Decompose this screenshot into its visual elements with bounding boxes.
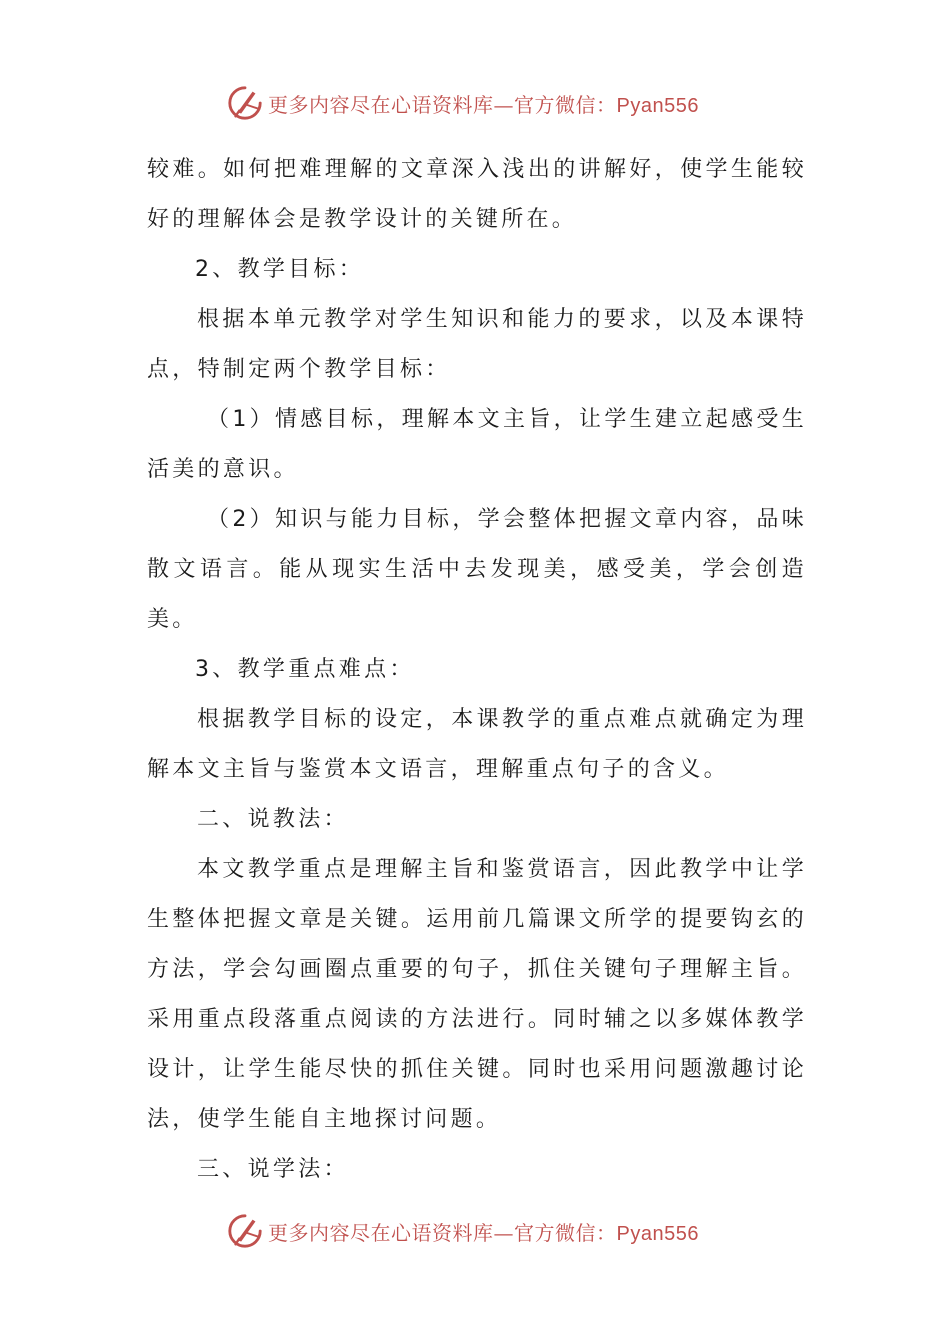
header-wechat-id: Pyan556 [616,94,699,117]
header-banner [226,83,699,123]
section-heading: 二、说教法： [197,807,349,832]
section-heading: 2、教学目标： [195,257,365,282]
paragraph: 根据本单元教学对学生知识和能力的要求，以及本课特点，特制定两个教学目标： [147,307,807,382]
section-heading: 3、教学重点难点： [195,657,415,682]
list-item: （2）知识与能力目标，学会整体把握文章内容，品味散文语言。能从现实生活中去发现美，感受美，学会创造美。 [147,507,807,632]
footer-banner [226,1211,699,1251]
section-heading: 三、说学法： [197,1157,349,1182]
paragraph: 本文教学重点是理解主旨和鉴赏语言，因此教学中让学生整体把握文章是关键。运用前几篇课文所学的提要钩玄的方法，学会勾画圈点重要的句子，抓住关键句子理解主旨。采用重点段落重点阅读的方法进行。同时辅之以多媒体教学设计，让学生能尽快的抓住关键。同时也采用问题激趣讨论法，使学生能自主地探讨问题。 [147,857,807,1132]
paragraph: 根据教学目标的设定，本课教学的重点难点就确定为理解本文主旨与鉴赏本文语言，理解重点句子的含义。 [147,707,807,782]
quill-circle-logo-icon [226,84,264,122]
footer-banner-text: 更多内容尽在心语资料库—官方微信：Pyan556 [268,1220,699,1245]
header-banner-text: 更多内容尽在心语资料库—官方微信：Pyan556 [268,92,699,117]
paragraph: 较难。如何把难理解的文章深入浅出的讲解好，使学生能较好的理解体会是教学设计的关键所在。 [147,157,807,232]
document-body [147,145,807,1195]
list-item: （1）情感目标，理解本文主旨，让学生建立起感受生活美的意识。 [147,407,807,482]
quill-circle-logo-icon [226,1212,264,1250]
footer-wechat-id: Pyan556 [616,1222,699,1245]
